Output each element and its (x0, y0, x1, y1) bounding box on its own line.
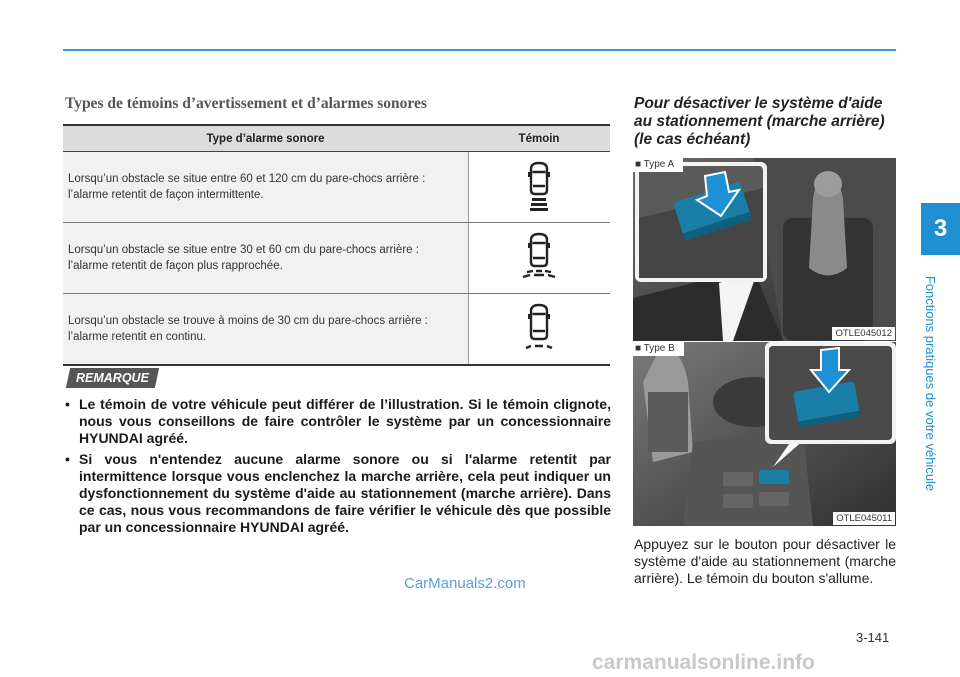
row-text: Lorsqu’un obstacle se situe entre 60 et 120 cm du pare-chocs arrière : l’alarme retentit de façon intermittente. (63, 152, 468, 223)
list-item: • Le témoin de votre véhicule peut différer de l’illustration. Si le témoin clignote, nous vous conseillons de faire contrôler le système par un concessionnaire HYUNDAI agréé. (63, 396, 611, 447)
remarque-list (63, 396, 611, 540)
list-item: • Si vous n'entendez aucune alarme sonore ou si l'alarme retentit par intermittence lorsque vous enclenchez la marche arrière, cela peut indiquer un dysfonctionnement du système d'aide au stationnement (marche arrière). Dans ce cas, nous vous recommandons de faire vérifier le véhicule dès que possible par un concessionnaire HYUNDAI agréé. (63, 451, 611, 536)
console-photo-a (633, 158, 896, 341)
photo-type-a (633, 158, 896, 341)
header-indicator: Témoin (468, 125, 610, 152)
table-row (63, 223, 610, 294)
right-heading: Pour désactiver le système d'aide au stationnement (marche arrière) (le cas échéant) (634, 95, 885, 148)
page-number: 3-141 (856, 630, 890, 645)
console-photo-b (633, 342, 896, 526)
chapter-sidebar (922, 253, 940, 513)
top-rule (63, 49, 896, 51)
photo-a-code: OTLE045012 (832, 327, 895, 340)
photo-type-b (633, 341, 896, 526)
table-row (63, 152, 610, 223)
right-paragraph: Appuyez sur le bouton pour désactiver le système d'aide au stationnement (marche arrière). Le témoin du bouton s'allume. (634, 536, 896, 586)
section-title: Types de témoins d’avertissement et d’alarmes sonores (65, 95, 427, 112)
row-text: Lorsqu’un obstacle se situe entre 30 et 60 cm du pare-chocs arrière : l’alarme retentit de façon plus rapprochée. (63, 223, 468, 294)
alarm-table (63, 124, 610, 366)
car-sensor-mid-icon (519, 231, 559, 283)
car-sensor-near-icon (519, 302, 559, 354)
watermark: CarManuals2.com (404, 575, 526, 592)
photo-a-label: ■ Type A (633, 158, 683, 172)
remarque-badge: REMARQUE (66, 368, 159, 388)
table-header-row (63, 125, 610, 152)
chapter-tab (921, 203, 960, 255)
photo-b-code: OTLE045011 (833, 512, 895, 525)
photo-b-label: ■ Type B (633, 342, 684, 356)
header-alarm-type: Type d’alarme sonore (63, 125, 468, 152)
site-watermark: carmanualsonline.info (592, 651, 815, 674)
row-text: Lorsqu’un obstacle se trouve à moins de 30 cm du pare-chocs arrière : l’alarme retentit en continu. (63, 294, 468, 366)
table-row (63, 294, 610, 366)
car-sensor-far-icon (522, 160, 556, 212)
chapter-number: 3 (933, 215, 948, 242)
chapter-title: Fonctions pratiques de votre véhicule (923, 275, 939, 491)
